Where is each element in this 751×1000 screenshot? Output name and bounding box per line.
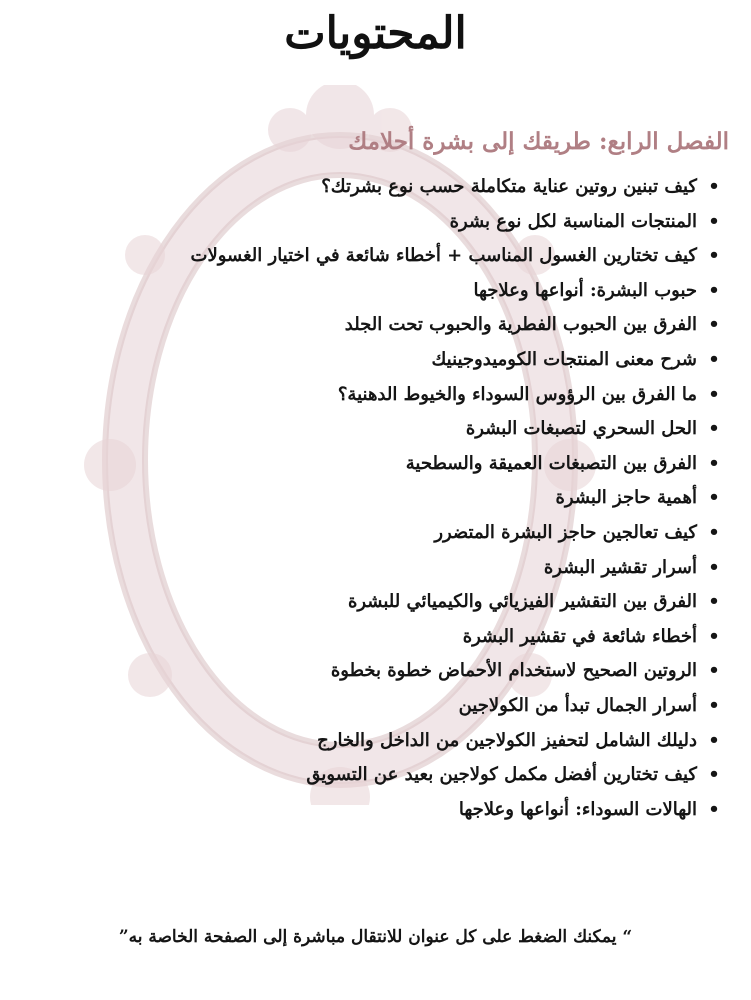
toc-item[interactable] xyxy=(23,724,723,759)
toc-item-label: كيف تعالجين حاجز البشرة المتضرر xyxy=(434,521,697,543)
bullet-icon: • xyxy=(708,176,720,197)
toc-item-label: الهالات السوداء: أنواعها وعلاجها xyxy=(458,798,697,820)
bullet-icon: • xyxy=(708,279,720,301)
bullet-icon: • xyxy=(708,625,720,647)
bullet-icon: • xyxy=(708,764,720,786)
toc-item[interactable] xyxy=(23,239,723,274)
bullet-icon: • xyxy=(708,418,720,440)
toc-item-label: كيف تبنين روتين عناية متكاملة حسب نوع بشرتك؟ xyxy=(321,176,697,197)
toc-item-label: المنتجات المناسبة لكل نوع بشرة xyxy=(449,210,697,232)
bullet-icon: • xyxy=(708,452,720,474)
bullet-icon: • xyxy=(708,487,720,509)
toc-item-label: الروتين الصحيح لاستخدام الأحماض خطوة بخطوة xyxy=(330,660,697,682)
toc-item-label: كيف تختارين الغسول المناسب + أخطاء شائعة في اختيار الغسولات xyxy=(190,245,697,267)
toc-item[interactable] xyxy=(23,412,723,447)
toc-item-label: الفرق بين التقشير الفيزيائي والكيميائي للبشرة xyxy=(347,591,697,613)
bullet-icon: • xyxy=(708,314,720,336)
toc-item[interactable] xyxy=(23,170,723,205)
bullet-icon: • xyxy=(708,556,720,578)
toc-item-label: الفرق بين الحبوب الفطرية والحبوب تحت الجلد xyxy=(344,314,697,336)
toc-item[interactable] xyxy=(23,343,723,378)
bullet-icon: • xyxy=(708,694,720,716)
toc-item[interactable] xyxy=(23,689,723,724)
toc-item-label: كيف تختارين أفضل مكمل كولاجين بعيد عن التسويق xyxy=(306,764,697,786)
bullet-icon: • xyxy=(708,729,720,751)
page-title: المحتويات xyxy=(284,8,467,59)
toc-item[interactable] xyxy=(23,793,723,828)
toc-item-label: أخطاء شائعة في تقشير البشرة xyxy=(462,625,697,647)
toc-item-label: أسرار تقشير البشرة xyxy=(543,556,697,578)
toc-item[interactable] xyxy=(23,758,723,793)
chapter-heading: الفصل الرابع: طريقك إلى بشرة أحلامك xyxy=(348,128,729,155)
toc-item-label: الفرق بين التصبغات العميقة والسطحية xyxy=(405,452,697,474)
toc-item[interactable] xyxy=(23,481,723,516)
bullet-icon: • xyxy=(708,591,720,613)
bullet-icon: • xyxy=(708,521,720,543)
toc-item-label: حبوب البشرة: أنواعها وعلاجها xyxy=(473,279,697,301)
toc-item-label: أسرار الجمال تبدأ من الكولاجين xyxy=(458,694,697,716)
toc-item[interactable] xyxy=(23,378,723,413)
toc-item[interactable] xyxy=(23,585,723,620)
bullet-icon: • xyxy=(708,210,720,232)
toc-item[interactable] xyxy=(23,654,723,689)
bullet-icon: • xyxy=(708,245,720,267)
toc-item[interactable] xyxy=(23,308,723,343)
toc-item[interactable] xyxy=(23,620,723,655)
footer-note: “ يمكنك الضغط على كل عنوان للانتقال مباشرة إلى الصفحة الخاصة به” xyxy=(118,927,633,947)
bullet-icon: • xyxy=(708,383,720,405)
toc-item[interactable] xyxy=(23,447,723,482)
toc-item-label: شرح معنى المنتجات الكوميدوجينيك xyxy=(431,348,697,370)
toc-list xyxy=(23,170,723,827)
toc-item[interactable] xyxy=(23,274,723,309)
toc-item-label: ما الفرق بين الرؤوس السوداء والخيوط الدهنية؟ xyxy=(337,383,697,405)
toc-item[interactable] xyxy=(23,205,723,240)
bullet-icon: • xyxy=(708,348,720,370)
bullet-icon: • xyxy=(708,798,720,820)
bullet-icon: • xyxy=(708,660,720,682)
toc-item[interactable] xyxy=(23,516,723,551)
toc-item-label: الحل السحري لتصبغات البشرة xyxy=(465,418,697,440)
toc-item-label: دليلك الشامل لتحفيز الكولاجين من الداخل والخارج xyxy=(317,729,697,751)
toc-item-label: أهمية حاجز البشرة xyxy=(555,487,697,509)
toc-item[interactable] xyxy=(23,551,723,586)
